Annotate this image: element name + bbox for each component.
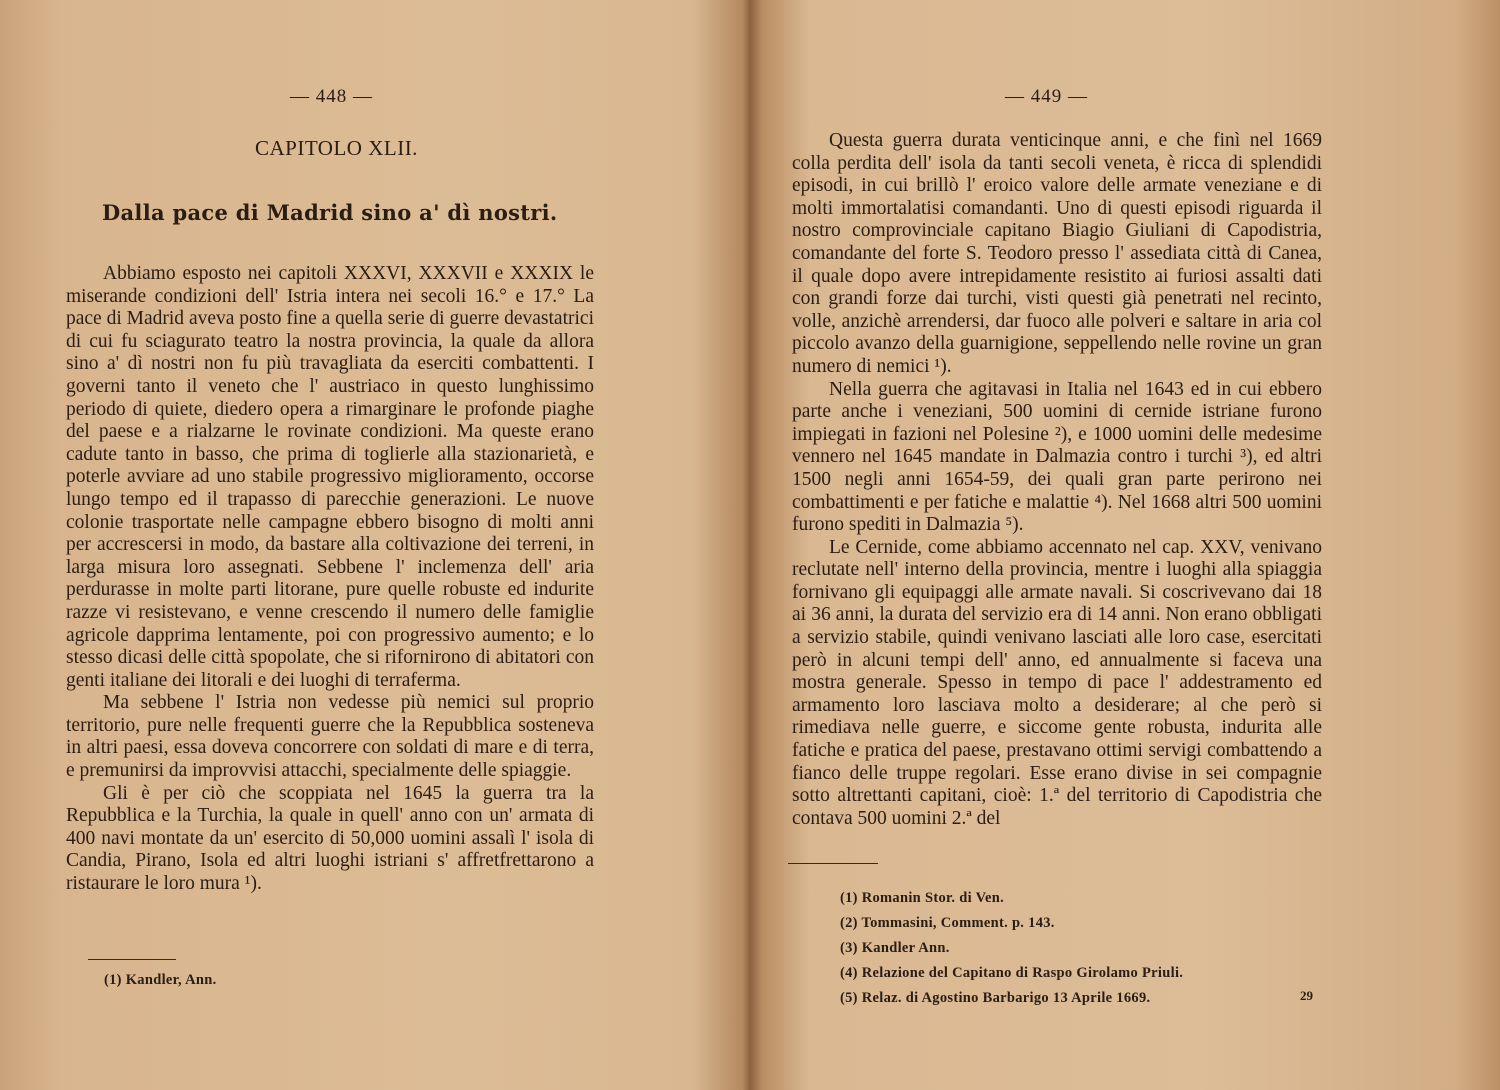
body-text	[792, 130, 1322, 830]
paragraph: Gli è per ciò che scoppiata nel 1645 la guerra tra la Repubblica e la Turchia, la quale in quell' anno con un' armata di 400 navi montate da un' esercito di 50,000 uomini assalì l' isola di Candia, Pirano, Isola ed altri luoghi istriani s' affretfrettarono a ristaurare le loro mura ¹).	[66, 782, 594, 895]
left-page	[0, 0, 690, 1090]
footnote: (1) Kandler, Ann.	[104, 972, 217, 988]
paragraph: Le Cernide, come abbiamo accennato nel cap. XXV, venivano reclutate nell' interno della provincia, mentre i luoghi alla spiaggia fornivano gli equipaggi alle armate navali. Si coscrivevano dai 18 ai 36 anni, la durata del servizio era di 14 anni. Non erano obbligati a servizio stabile, quindi venivano lasciati alle loro case, esercitati però in alcuni tempi dell' anno, ed annualmente si faceva una mostra generale. Spesso in tempo di pace l' addestramento ed armamento loro lasciava molto a desiderare; al che però si rimediava nelle guerre, e siccome gente robusta, indurita alle fatiche e pratica del paese, prestavano ottimi servigi combattendo a fianco delle truppe regolari. Esse erano divise in sei compagnie sotto altrettanti capitani, cioè: 1.ª del territorio di Capodistria che contava 500 uomini 2.ª del	[792, 536, 1322, 829]
right-page	[700, 0, 1500, 1090]
body-text	[66, 263, 594, 896]
paragraph: Ma sebbene l' Istria non vedesse più nemici sul proprio territorio, pure nelle frequenti guerre che la Repubblica sosteneva in altri paesi, essa doveva concorrere con soldati di mare e di terra, e premunirsi da improvvisi attacchi, specialmente delle spiaggie.	[66, 692, 594, 782]
footnote-divider	[88, 959, 176, 960]
footnotes	[840, 886, 1183, 1011]
footnote: (3) Kandler Ann.	[840, 940, 950, 956]
footnote-divider	[788, 863, 878, 864]
page-number: — 449 —	[1005, 86, 1088, 107]
footnote: (2) Tommasini, Comment. p. 143.	[840, 915, 1055, 931]
paragraph: Nella guerra che agitavasi in Italia nel 1643 ed in cui ebbero parte anche i veneziani, 500 uomini di cernide istriane furono impiegati in fazioni nel Polesine ²), e 1000 uomini delle medesime vennero nel 1645 mandate in Dalmazia contro i turchi ³), ed altri 1500 negli anni 1654-59, dei quali gran parte perirono nei combattimenti e per fatiche e malattie ⁴). Nel 1668 altri 500 uomini furono spediti in Dalmazia ⁵).	[792, 378, 1322, 536]
footnotes	[104, 968, 217, 993]
chapter-subtitle: Dalla pace di Madrid sino a' dì nostri.	[102, 200, 558, 225]
footnote: (4) Relazione del Capitano di Raspo Girolamo Priuli.	[840, 965, 1184, 981]
paragraph: Abbiamo esposto nei capitoli XXXVI, XXXVII e XXXIX le miserande condizioni dell' Istria intera nei secoli 16.° e 17.° La pace di Madrid aveva posto fine a quella serie di guerre devastatrici di cui fu sciagurato teatro la nostra provincia, la quale da allora sino a' dì nostri non fu più travagliata da eserciti combattenti. I governi tanto il veneto che l' austriaco in questo lunghissimo periodo di quiete, diedero opera a rimarginare le profonde piaghe del paese e a rialzarne le rovinate condizioni. Ma queste erano cadute tanto in basso, che prima di toglierle alla stazionarietà, e poterle avviare ad uno stabile progressivo miglioramento, occorse lungo tempo ed il trapasso di parecchie generazioni. Le nuove colonie trasportate nelle campagne ebbero bisogno di molti anni per accrescersi in modo, da bastare alla coltivazione dei terreni, in larga misura loro assegnati. Sebbene l' inclemenza dell' aria perdurasse in molte parti litorane, pure quelle robuste ed indurite razze vi resistevano, e venne crescendo il numero delle famiglie agricole dapprima lentamente, poi con progressivo aumento; e lo stesso dicasi delle città spopolate, che si rifornirono di abitatori con genti italiane dei litorali e dei luoghi di terraferma.	[66, 263, 594, 691]
chapter-heading: CAPITOLO XLII.	[255, 136, 418, 160]
footnote: (1) Romanin Stor. di Ven.	[840, 890, 1005, 906]
page-number: — 448 —	[290, 86, 373, 107]
printer-signature: 29	[1300, 988, 1313, 1003]
footnote: (5) Relaz. di Agostino Barbarigo 13 Aprile 1669.	[840, 990, 1151, 1006]
paragraph: Questa guerra durata venticinque anni, e che finì nel 1669 colla perdita dell' isola da tanti secoli veneta, è ricca di splendidi episodi, in cui brillò l' eroico valore delle armate veneziane e di molti immortalatisi comandanti. Uno di questi episodi riguarda il nostro comprovinciale capitano Biagio Giuliani di Capodistria, comandante del forte S. Teodoro presso l' assediata città di Canea, il quale dopo avere intrepidamente resistito ai furiosi assalti dati con grandi forze dai turchi, visti questi già penetrati nel recinto, volle, anzichè arrendersi, dar fuoco alle polveri e saltare in aria col piccolo avanzo della guarnigione, seppellendo nelle rovine un gran numero di nemici ¹).	[792, 130, 1322, 377]
